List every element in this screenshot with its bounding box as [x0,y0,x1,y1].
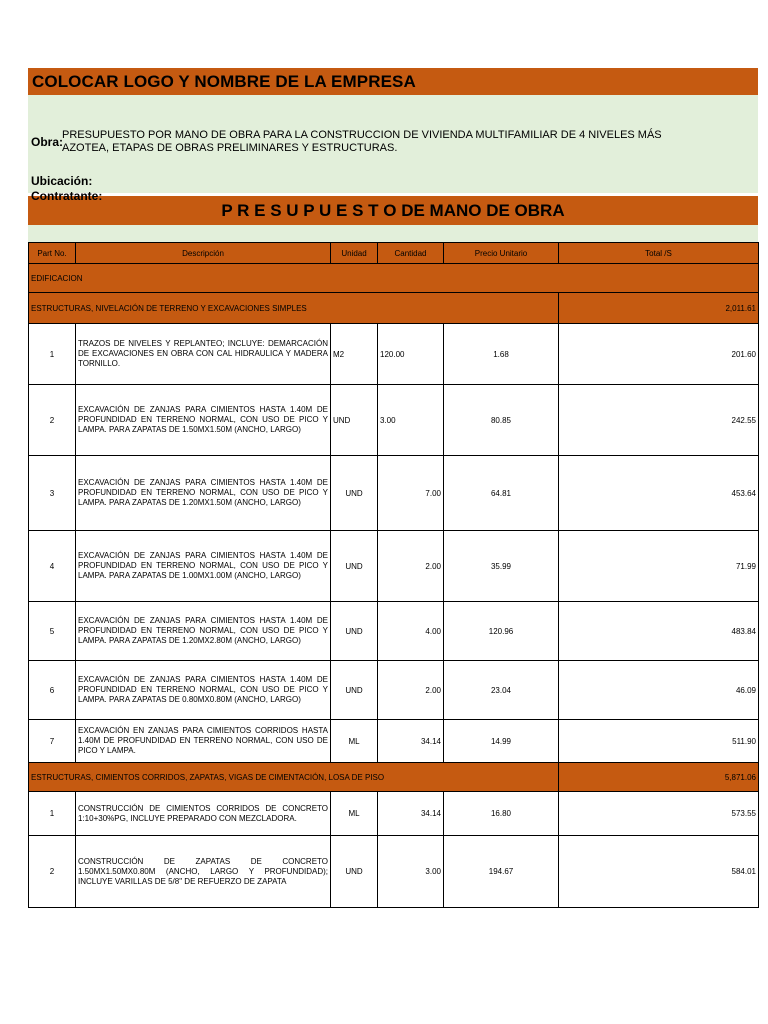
quantity: 3.00 [378,836,444,908]
line-total: 511.90 [559,720,759,763]
part-no: 4 [29,531,76,602]
description: EXCAVACIÓN DE ZANJAS PARA CIMIENTOS HASTA 1.40M DE PROFUNDIDAD EN TERRENO NORMAL, CON USO DE PICO Y LAMPA. PARA ZAPATAS DE 1.50MX1.50M (ANCHO, LARGO) [76,385,331,456]
spreadsheet [28,68,758,908]
description: EXCAVACIÓN DE ZANJAS PARA CIMIENTOS HASTA 1.40M DE PROFUNDIDAD EN TERRENO NORMAL, CON USO DE PICO Y LAMPA. PARA ZAPATAS DE 0.80MX0.80M (ANCHO, LARGO) [76,661,331,720]
part-no: 1 [29,324,76,385]
col-part-no: Part No. [29,243,76,264]
group-label: EDIFICACION [29,264,759,293]
description: EXCAVACIÓN DE ZANJAS PARA CIMIENTOS HASTA 1.40M DE PROFUNDIDAD EN TERRENO NORMAL, CON USO DE PICO Y LAMPA. PARA ZAPATAS DE 1.20MX1.50M (ANCHO, LARGO) [76,456,331,531]
section-total: 2,011.61 [559,293,759,324]
part-no: 5 [29,602,76,661]
quantity: 34.14 [378,720,444,763]
table-row [29,720,759,763]
part-no: 1 [29,792,76,836]
line-total: 573.55 [559,792,759,836]
unit: M2 [331,324,378,385]
col-quantity: Cantidad [378,243,444,264]
table-row [29,836,759,908]
col-total: Total /S [559,243,759,264]
group-row [29,264,759,293]
section-title: ESTRUCTURAS, NIVELACIÓN DE TERRENO Y EXCAVACIONES SIMPLES [29,293,559,324]
section-total: 5,871.06 [559,763,759,792]
part-no: 6 [29,661,76,720]
description: TRAZOS DE NIVELES Y REPLANTEO; INCLUYE: DEMARCACIÓN DE EXCAVACIONES EN OBRA CON CAL HIDRAULICA Y MADERA TORNILLO. [76,324,331,385]
col-unit-price: Precio Unitario [444,243,559,264]
line-total: 46.09 [559,661,759,720]
unit: UND [331,602,378,661]
unit: UND [331,385,378,456]
description: CONSTRUCCIÓN DE CIMIENTOS CORRIDOS DE CONCRETO 1:10+30%PG, INCLUYE PREPARADO CON MEZCLADORA. [76,792,331,836]
unit: UND [331,661,378,720]
line-total: 71.99 [559,531,759,602]
title-spacer [28,225,758,242]
quantity: 2.00 [378,531,444,602]
description: CONSTRUCCIÓN DE ZAPATAS DE CONCRETO 1.50MX1.50MX0.80M (ANCHO, LARGO Y PROFUNDIDAD); INCLUYE VARILLAS DE 5/8" DE REFUERZO DE ZAPATA [76,836,331,908]
table-row [29,456,759,531]
quantity: 4.00 [378,602,444,661]
line-total: 201.60 [559,324,759,385]
col-unit: Unidad [331,243,378,264]
table-row [29,385,759,456]
unit-price: 120.96 [444,602,559,661]
line-total: 483.84 [559,602,759,661]
col-description: Descripción [76,243,331,264]
unit-price: 194.67 [444,836,559,908]
obra-label: Obra: [31,135,64,149]
quantity: 7.00 [378,456,444,531]
unit-price: 35.99 [444,531,559,602]
line-total: 242.55 [559,385,759,456]
part-no: 2 [29,836,76,908]
budget-table [28,242,759,908]
unit: ML [331,720,378,763]
unit: UND [331,456,378,531]
unit-price: 80.85 [444,385,559,456]
table-row [29,792,759,836]
description: EXCAVACIÓN DE ZANJAS PARA CIMIENTOS HASTA 1.40M DE PROFUNDIDAD EN TERRENO NORMAL, CON USO DE PICO Y LAMPA. PARA ZAPATAS DE 1.20MX2.80M (ANCHO, LARGO) [76,602,331,661]
quantity: 3.00 [378,385,444,456]
section-title: ESTRUCTURAS, CIMIENTOS CORRIDOS, ZAPATAS, VIGAS DE CIMENTACIÓN, LOSA DE PISO [29,763,559,792]
ubicacion-label: Ubicación: [31,174,93,188]
line-total: 584.01 [559,836,759,908]
unit: UND [331,531,378,602]
section-row [29,293,759,324]
quantity: 2.00 [378,661,444,720]
part-no: 7 [29,720,76,763]
obra-text: PRESUPUESTO POR MANO DE OBRA PARA LA CONSTRUCCION DE VIVIENDA MULTIFAMILIAR DE 4 NIVELES MÁS AZOTEA, ETAPAS DE OBRAS PRELIMINARES Y ESTRUCTURAS. [62,129,662,154]
table-row [29,324,759,385]
unit-price: 23.04 [444,661,559,720]
description: EXCAVACIÓN EN ZANJAS PARA CIMIENTOS CORRIDOS HASTA 1.40M DE PROFUNDIDAD EN TERRENO NORMAL, CON USO DE PICO Y LAMPA. [76,720,331,763]
part-no: 3 [29,456,76,531]
unit-price: 14.99 [444,720,559,763]
unit: ML [331,792,378,836]
quantity: 34.14 [378,792,444,836]
unit: UND [331,836,378,908]
part-no: 2 [29,385,76,456]
unit-price: 1.68 [444,324,559,385]
table-row [29,661,759,720]
table-row [29,602,759,661]
section-row [29,763,759,792]
contratante-label: Contratante: [31,189,103,203]
info-spacer [28,185,758,193]
quantity: 120.00 [378,324,444,385]
unit-price: 16.80 [444,792,559,836]
company-title: COLOCAR LOGO Y NOMBRE DE LA EMPRESA [28,68,758,95]
budget-title: P R E S U P U E S T O DE MANO DE OBRA [28,196,758,225]
info-block [28,95,758,203]
unit-price: 64.81 [444,456,559,531]
description: EXCAVACIÓN DE ZANJAS PARA CIMIENTOS HASTA 1.40M DE PROFUNDIDAD EN TERRENO NORMAL, CON USO DE PICO Y LAMPA. PARA ZAPATAS DE 1.00MX1.00M (ANCHO, LARGO) [76,531,331,602]
table-header-row [29,243,759,264]
line-total: 453.64 [559,456,759,531]
table-row [29,531,759,602]
